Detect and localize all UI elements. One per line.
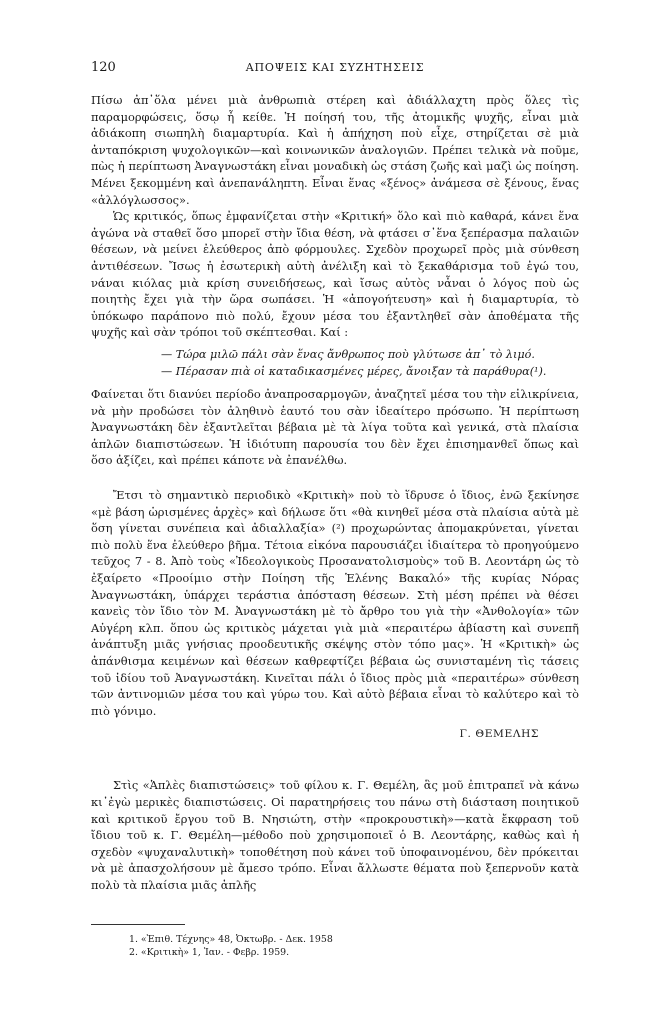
- paragraph-3: Φαίνεται ὅτι διανύει περίοδο ἀναπροσαρμογῶν, ἀναζητεῖ μέσα του τὴν εἰλικρίνεια, νὰ μὴν προδώσει τὸν ἀληθινὸ ἑαυτό του σὰν ἰδεαίτερο πρόσωπο. Ἡ περίπτωση Ἀναγνωστάκη δὲν ἐξαντλεῖται βέβαια μὲ τὰ λίγα τοῦτα καὶ γενικά, στὰ πλαίσια ἁπλῶν διαπιστώσεων. Ἡ ἰδιότυπη παρουσία του δὲν ἔχει ἐπισημανθεῖ ὅπως καὶ ὅσο ἀξίζει, καὶ πρέπει κάποτε νὰ ἐπανέλθω.: [91, 387, 579, 468]
- paragraph-1: Πίσω ἀπ᾽ὅλα μένει μιὰ ἀνθρωπιὰ στέρεη καὶ ἀδιάλλαχτη πρὸς ὅλες τὶς παραμορφώσεις, ὅσῳ ἦ κείθε. Ἡ ποίησή του, τῆς ἀτομικῆς ψυχῆς, εἶναι μιὰ ἀδιάκοπη σιωπηλὴ διαμαρτυρία. Καὶ ἡ ἀπήχηση ποὺ εἶχε, στηρίζεται σὲ μιὰ ἀνταπόκριση ψυχολογικῶν—καὶ κοινωνικῶν ἀναλογιῶν. Πρέπει τελικὰ νὰ ποῦμε, πὼς ἡ περίπτωση Ἀναγνωστάκη εἶναι μοναδικὴ ὡς στάση ζωῆς καὶ μαζὶ ὡς ποίηση. Μένει ξεκομμένη καὶ ἀνεπανάληπτη. Εἶναι ἕνας «ξένος» ἀνάμεσα σὲ ξένους, ἕνας «ἀλλόγλωσσος».: [91, 93, 579, 207]
- quote-line-1: — Τώρα μιλῶ πάλι σὰν ἕνας ἄνθρωπος ποὺ γλύτωσε ἀπ᾽ τὸ λιμό.: [161, 347, 535, 361]
- paragraph-5: Στὶς «Ἁπλὲς διαπιστώσεις» τοῦ φίλου κ. Γ. Θεμέλη, ἃς μοῦ ἐπιτραπεῖ νὰ κάνω κι᾽ἐγὼ μερικὲς διαπιστώσεις. Οἱ παρατηρήσεις του πάνω στὴ διάσταση ποιητικοῦ καὶ κριτικοῦ ἔργου τοῦ Β. Νησιώτη, στὴν «προκρουστικὴ»—κατὰ ἔκφραση τοῦ ἴδιου τοῦ κ. Γ. Θεμέλη—μέθοδο ποὺ χρησιμοποιεῖ ὁ Β. Λεοντάρης, καθὼς καὶ ἡ σχεδὸν «ψυχαναλυτικὴ» τοποθέτηση ποὺ κάνει τοῦ ὑποφαινομένου, δὲν πρόκειται νὰ μὲ ἀπασχολήσουν μὲ ἄμεσο τρόπο. Εἶναι ἄλλωστε θέματα ποὺ ξεπερνοῦν κατὰ πολὺ τὰ πλαίσια μιᾶς ἁπλῆς: [91, 778, 579, 892]
- author-signature: Γ. ΘΕΜΕΛΗΣ: [459, 728, 539, 741]
- poem-quote: [91, 347, 579, 380]
- footnote-2: 2. «Κριτικὴ» 1, Ἰαν. - Φεβρ. 1959.: [129, 947, 290, 959]
- paragraph-2: Ὡς κριτικός, ὅπως ἐμφανίζεται στὴν «Κριτική» ὅλο καὶ πιὸ καθαρά, κάνει ἕνα ἀγώνα νὰ σταθεῖ ὅσο μπορεῖ στὴν ἴδια θέση, νὰ φτάσει σ᾽ἕνα ξεπέρασμα παλαιῶν θέσεων, νὰ μείνει ἐλεύθερος ἀπὸ φόρμουλες. Σχεδὸν προχωρεῖ πρὸς μιὰ σύνθεση ἀντιθέσεων. Ἴσως ἡ ἐσωτερικὴ αὐτὴ ἀνέλιξη καὶ τὸ ξεκαθάρισμα τοῦ ἐγώ του, νάναι κιόλας μιὰ κρίση συνειδήσεως, καὶ ἴσως αὐτὸς νἆναι ὁ λόγος ποὺ ὡς ποιητὴς ἔχει γιὰ τὴν ὥρα σωπάσει. Ἡ «ἀπογοήτευση» καὶ ἡ διαμαρτυρία, τὸ ὑπόκωφο παράπονο πιὸ πολύ, ἔχουν μέσα του ἐξαντληθεῖ σὰν ἀποθέματα τῆς ψυχῆς καὶ σὰν τρόποι τοῦ σκέπτεσθαι. Καί :: [91, 209, 579, 340]
- page-number: 120: [91, 60, 116, 75]
- paragraph-4: Ἔτσι τὸ σημαντικὸ περιοδικὸ «Κριτικὴ» ποὺ τὸ ἵδρυσε ὁ ἴδιος, ἐνῶ ξεκίνησε «μὲ βάση ὡρισμένες ἀρχὲς» καὶ δήλωσε ὅτι «θὰ κινηθεῖ μέσα στὰ πλαίσια αὐτὰ μὲ ὅση γίνεται συνέπεια καὶ ἀδιαλλαξία» (²) προχωρώντας ἀπομακρύνεται, γίνεται πιὸ πολὺ ἕνα ἐλεύθερο βῆμα. Τέτοια εἰκόνα παρουσιάζει ἰδιαίτερα τὸ προηγούμενο τεῦχος 7 - 8. Ἀπὸ τοὺς «Ἰδεολογικοὺς Προσανατολισμοὺς» τοῦ Β. Λεοντάρη ὡς τὸ ἐξαίρετο «Προοίμιο στὴν Ποίηση τῆς Ἑλένης Βακαλό» τῆς κυρίας Νόρας Ἀναγνωστάκη, ὑπάρχει τεράστια ἀπόσταση θέσεων. Στὴ μέση πρέπει νὰ θέσει κανεὶς τὸν ἴδιο τὸν Μ. Ἀναγνωστάκη μὲ τὸ ἄρθρο του γιὰ τὴν «Ἀνθολογία» τῶν Αὐγέρη κλπ. ὅπου ὡς κριτικὸς μάχεται γιὰ μιὰ «περαιτέρω ἀβίαστη καὶ συνεπῆ ἀνάπτυξη μιᾶς γνήσιας προοδευτικῆς σκέψης στὸν τόπο μας». Ἡ «Κριτικὴ» ὡς ἀπάνθισμα κειμένων καὶ θέσεων καθρεφτίζει βέβαια ὡς συνισταμένη τὶς τάσεις τοῦ ἰδίου τοῦ Ἀναγνωστάκη. Κινεῖται πάλι ὁ ἴδιος πρὸς μιὰ «περαιτέρω» σύνθεση τῶν ἀντινομιῶν μέσα του καὶ γύρω του. Καὶ αὐτὸ βέβαια εἶναι τὸ καλύτερο καὶ τὸ πιὸ γόνιμο.: [91, 488, 579, 718]
- document-page: [91, 60, 579, 960]
- quote-line-2: — Πέρασαν πιὰ οἱ καταδικασμένες μέρες, ἄνοιξαν τὰ παράθυρα(¹).: [161, 364, 547, 378]
- footnote-divider: [91, 924, 185, 925]
- footnote-1: 1. «Ἐπιθ. Τέχνης» 48, Ὀκτωβρ. - Δεκ. 1958: [129, 933, 333, 945]
- running-title: ΑΠΟΨΕΙΣ ΚΑΙ ΣΥΖΗΤΗΣΕΙΣ: [245, 61, 425, 74]
- running-header: [91, 60, 579, 78]
